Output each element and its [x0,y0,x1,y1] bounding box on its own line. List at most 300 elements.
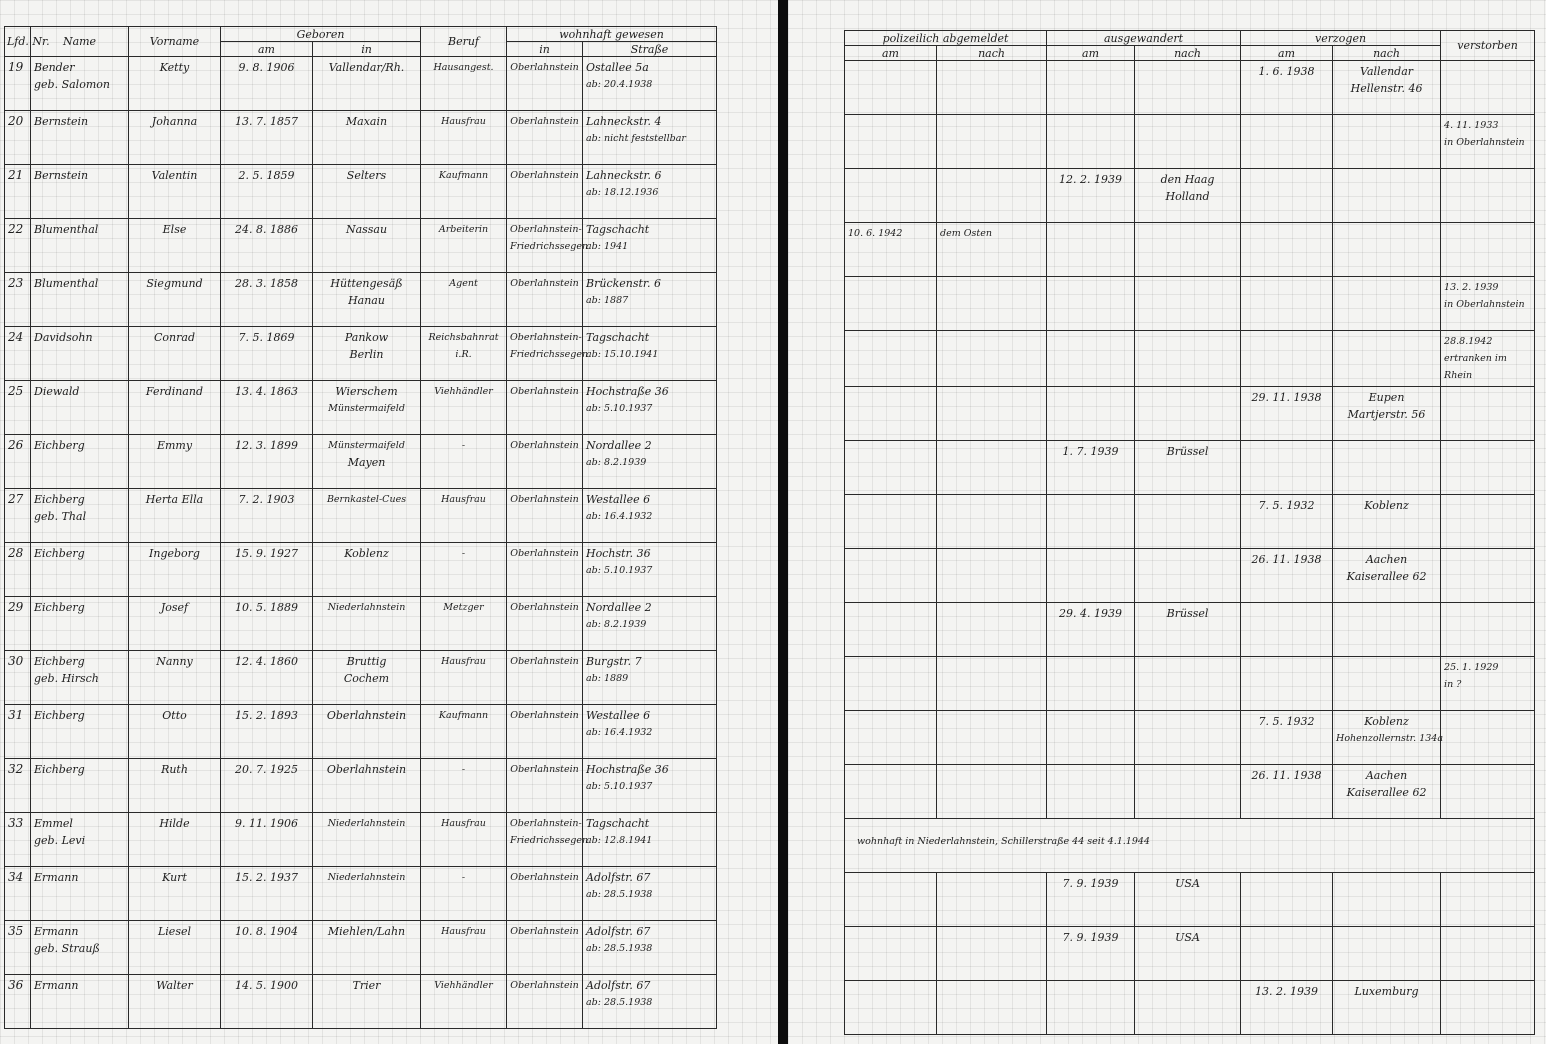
cell-geboren-in [313,543,421,597]
cell-beruf [421,273,507,327]
left-register-body [5,57,717,1029]
beruf-line: - [461,764,466,775]
cell-ausgewandert-nach [1135,765,1241,819]
verzogen-am: 7. 5. 1932 [1258,499,1315,512]
cell-vorname [129,273,221,327]
lfd-nr: 31 [8,708,24,722]
cell-geboren-am [221,489,313,543]
geboren-am: 2. 5. 1859 [238,169,295,182]
header-abgemeldet-am: am [845,46,937,61]
right-register-page [788,0,1546,1044]
verzogen-nach-line: Hellenstr. 46 [1350,82,1423,95]
table-row [845,711,1535,765]
ausgewandert-nach-line: Holland [1165,190,1210,203]
header-abgemeldet-nach: nach [937,46,1047,61]
geboren-in-line: Berlin [349,348,384,361]
verstorben-line: ertranken im [1444,353,1507,364]
cell-strasse [583,381,717,435]
name-line: geb. Hirsch [34,672,99,685]
geboren-am: 15. 2. 1893 [235,709,298,722]
ausgewandert-am: 1. 7. 1939 [1062,445,1119,458]
header-beruf: Beruf [421,27,507,57]
cell-verzogen-am [1241,927,1333,981]
cell-strasse [583,219,717,273]
table-row [845,657,1535,711]
abgemeldet-nach-line: dem Osten [940,228,992,239]
cell-vorname [129,57,221,111]
cell-wohnhaft-in [507,381,583,435]
ausgewandert-am: 7. 9. 1939 [1062,877,1119,890]
cell-ausgewandert-am [1047,169,1135,223]
cell-geboren-in [313,327,421,381]
cell-ausgewandert-nach [1135,331,1241,387]
name-line: Ermann [34,871,79,884]
table-row [5,111,717,165]
cell-geboren-in [313,381,421,435]
cell-abgemeldet-am [845,387,937,441]
geboren-am: 7. 5. 1869 [238,331,295,344]
geboren-in-line: Oberlahnstein [326,763,407,776]
cell-verstorben [1441,331,1535,387]
table-row [5,543,717,597]
cell-verzogen-am [1241,549,1333,603]
cell-beruf [421,705,507,759]
cell-geboren-am [221,651,313,705]
cell-lfd-nr [5,975,31,1029]
cell-abgemeldet-nach [937,873,1047,927]
beruf-line: Kaufmann [438,710,489,721]
name-line: Diewald [34,385,80,398]
cell-wohnhaft-in [507,705,583,759]
geboren-in-line: Bruttig [346,655,387,668]
strasse-line: Nordallee 2 [586,439,652,452]
name-line: Eichberg [34,655,85,668]
verzogen-nach-line: Martjerstr. 56 [1347,408,1426,421]
header-ausgewandert-nach: nach [1135,46,1241,61]
cell-lfd-nr [5,57,31,111]
cell-ausgewandert-am [1047,387,1135,441]
table-row [5,165,717,219]
cell-geboren-am [221,975,313,1029]
cell-abgemeldet-am [845,331,937,387]
beruf-line: Hausangest. [433,62,494,73]
name-line: geb. Strauß [34,942,100,955]
cell-name [31,381,129,435]
cell-abgemeldet-nach [937,495,1047,549]
cell-abgemeldet-nach [937,603,1047,657]
table-row [5,381,717,435]
header-abgemeldet: polizeilich abgemeldet [845,31,1047,46]
cell-ausgewandert-nach [1135,549,1241,603]
lfd-nr: 21 [8,168,24,182]
verzogen-nach-line: Luxemburg [1354,985,1419,998]
strasse-line: Ostallee 5a [586,61,649,74]
lfd-nr: 20 [8,114,24,128]
geboren-am: 13. 7. 1857 [235,115,298,128]
cell-name [31,921,129,975]
geboren-in-line: Koblenz [344,547,389,560]
book-binding [778,0,788,1044]
cell-ausgewandert-nach [1135,61,1241,115]
vorname: Walter [156,979,193,992]
vorname: Else [162,223,187,236]
cell-ausgewandert-am [1047,61,1135,115]
cell-lfd-nr [5,327,31,381]
cell-abgemeldet-am [845,441,937,495]
cell-vorname [129,489,221,543]
table-row [5,219,717,273]
cell-strasse [583,867,717,921]
cell-verzogen-am [1241,61,1333,115]
cell-wohnhaft-in [507,327,589,381]
lfd-nr: 22 [8,222,24,236]
cell-abgemeldet-nach [937,387,1047,441]
cell-abgemeldet-am [845,549,937,603]
strasse-line: ab: 5.10.1937 [586,781,653,792]
geboren-am: 9. 8. 1906 [238,61,295,74]
cell-verzogen-nach [1333,927,1441,981]
header-lfd-nr: Lfd. Nr. [5,27,31,57]
cell-ausgewandert-nach [1135,115,1241,169]
table-row [5,705,717,759]
cell-beruf [421,597,507,651]
right-register-body [845,61,1535,1035]
table-row [845,115,1535,169]
cell-beruf [421,543,507,597]
table-row [5,813,717,867]
cell-verzogen-nach [1333,981,1441,1035]
wohnhaft-in-line: Oberlahnstein [510,602,579,613]
geboren-am: 13. 4. 1863 [235,385,298,398]
cell-verzogen-am [1241,711,1333,765]
cell-geboren-in [313,273,421,327]
cell-strasse [583,597,717,651]
cell-name [31,219,129,273]
cell-wohnhaft-in [507,57,583,111]
cell-geboren-in [313,111,421,165]
name-line: Emmel [34,817,73,830]
vorname: Ketty [159,61,190,74]
vorname: Johanna [151,115,198,128]
cell-ausgewandert-nach [1135,873,1241,927]
cell-verzogen-nach [1333,169,1441,223]
cell-geboren-am [221,597,313,651]
name-line: Bernstein [34,169,89,182]
geboren-am: 14. 5. 1900 [235,979,298,992]
wohnhaft-in-line: Friedrichssegen [510,241,589,252]
vorname: Liesel [157,925,191,938]
lfd-nr: 29 [8,600,24,614]
cell-geboren-am [221,165,313,219]
geboren-in-line: Vallendar/Rh. [328,61,405,74]
name-line: geb. Thal [34,510,87,523]
cell-strasse [583,327,717,381]
verzogen-am: 7. 5. 1932 [1258,715,1315,728]
beruf-line: Metzger [443,602,484,613]
table-row [5,975,717,1029]
cell-name [31,111,129,165]
table-row [845,819,1535,873]
table-row [845,387,1535,441]
cell-verzogen-am [1241,873,1333,927]
header-geboren-am: am [221,42,313,57]
wohnhaft-in-line: Oberlahnstein- [510,818,582,829]
verstorben-line: in Oberlahnstein [1444,299,1525,310]
geboren-am: 10. 5. 1889 [235,601,298,614]
beruf-line: Hausfrau [441,926,486,937]
cell-verzogen-am [1241,657,1333,711]
cell-ausgewandert-nach [1135,169,1241,223]
beruf-line: - [461,440,466,451]
table-row [5,57,717,111]
geboren-am: 28. 3. 1858 [235,277,298,290]
wohnhaft-in-line: Oberlahnstein [510,440,579,451]
cell-wohnhaft-in [507,867,583,921]
cell-wohnhaft-in [507,543,583,597]
table-row [5,327,717,381]
cell-abgemeldet-am [845,927,937,981]
cell-abgemeldet-nach [937,657,1047,711]
header-verzogen-nach: nach [1333,46,1441,61]
cell-verzogen-am [1241,387,1333,441]
geboren-am: 20. 7. 1925 [235,763,298,776]
wohnhaft-in-line: Friedrichssegen [510,349,589,360]
verzogen-nach-line: Aachen [1365,553,1408,566]
cell-verstorben [1441,223,1535,277]
lfd-nr: 19 [8,60,24,74]
cell-geboren-in [313,489,421,543]
ausgewandert-nach-line: USA [1175,931,1200,944]
geboren-am: 24. 8. 1886 [235,223,298,236]
beruf-line: Reichsbahnrat [428,332,499,343]
table-row [845,441,1535,495]
cell-verstorben [1441,657,1535,711]
verstorben-line: in ? [1444,679,1462,690]
strasse-line: ab: 20.4.1938 [586,79,653,90]
cell-abgemeldet-am [845,981,937,1035]
beruf-line: Hausfrau [441,656,486,667]
geboren-in-line: Hüttengesäß [330,277,403,290]
cell-strasse [583,975,717,1029]
cell-geboren-in [313,813,421,867]
beruf-line: - [461,548,466,559]
geboren-am: 10. 8. 1904 [235,925,298,938]
cell-vorname [129,921,221,975]
cell-verzogen-am [1241,441,1333,495]
cell-abgemeldet-am [845,657,937,711]
cell-wohnhaft-in [507,435,583,489]
cell-ausgewandert-am [1047,115,1135,169]
strasse-line: ab: nicht feststellbar [586,133,686,144]
strasse-line: ab: 16.4.1932 [586,511,653,522]
cell-name [31,543,129,597]
cell-lfd-nr [5,867,31,921]
cell-vorname [129,597,221,651]
cell-ausgewandert-am [1047,495,1135,549]
strasse-line: Lahneckstr. 6 [586,169,662,182]
geboren-in-line: Oberlahnstein [326,709,407,722]
wohnhaft-in-line: Oberlahnstein [510,386,579,397]
table-row [845,765,1535,819]
geboren-am: 15. 9. 1927 [235,547,298,560]
cell-lfd-nr [5,489,31,543]
table-row [845,61,1535,115]
cell-name [31,705,129,759]
cell-verzogen-am [1241,331,1333,387]
name-line: Eichberg [34,547,85,560]
verzogen-nach-line: Vallendar [1360,65,1414,78]
table-row [5,273,717,327]
verstorben-line: 13. 2. 1939 [1444,282,1499,293]
cell-lfd-nr [5,597,31,651]
table-row [845,927,1535,981]
cell-verzogen-nach [1333,873,1441,927]
strasse-line: ab: 28.5.1938 [586,943,653,954]
cell-vorname [129,543,221,597]
cell-beruf [421,489,507,543]
cell-ausgewandert-am [1047,603,1135,657]
beruf-line: Hausfrau [441,818,486,829]
ausgewandert-am: 29. 4. 1939 [1059,607,1122,620]
name-line: Eichberg [34,601,85,614]
beruf-line: - [461,872,466,883]
cell-verzogen-nach [1333,115,1441,169]
cell-beruf [421,327,507,381]
cell-strasse [583,435,717,489]
cell-verstorben [1441,711,1535,765]
verstorben-line: 4. 11. 1933 [1444,120,1499,131]
verzogen-am: 29. 11. 1938 [1251,391,1322,404]
geboren-in-line: Pankow [344,331,389,344]
strasse-line: ab: 1941 [586,241,629,252]
cell-name [31,813,129,867]
strasse-line: ab: 5.10.1937 [586,565,653,576]
header-name: Name [31,27,129,57]
cell-verstorben [1441,873,1535,927]
cell-ausgewandert-nach [1135,387,1241,441]
cell-ausgewandert-am [1047,223,1135,277]
cell-verzogen-nach [1333,331,1441,387]
cell-abgemeldet-am [845,765,937,819]
table-row [5,597,717,651]
cell-ausgewandert-nach [1135,603,1241,657]
cell-abgemeldet-am [845,115,937,169]
geboren-in-line: Maxain [345,115,388,128]
cell-geboren-am [221,381,313,435]
cell-lfd-nr [5,813,31,867]
cell-ausgewandert-am [1047,331,1135,387]
strasse-line: Adolfstr. 67 [586,871,651,884]
cell-verstorben [1441,981,1535,1035]
verzogen-nach-line: Koblenz [1364,499,1409,512]
table-row [845,331,1535,387]
cell-name [31,435,129,489]
verzogen-nach-line: Kaiserallee 62 [1346,570,1427,583]
cell-lfd-nr [5,651,31,705]
cell-verzogen-nach [1333,657,1441,711]
cell-wohnhaft-in [507,597,583,651]
header-vorname: Vorname [129,27,221,57]
vorname: Nanny [156,655,193,668]
geboren-in-line: Niederlahnstein [327,602,406,613]
cell-geboren-am [221,273,313,327]
header-ausgewandert: ausgewandert [1047,31,1241,46]
cell-lfd-nr [5,273,31,327]
wohnhaft-in-line: Oberlahnstein [510,62,579,73]
cell-verstorben [1441,387,1535,441]
cell-strasse [583,705,717,759]
cell-beruf [421,111,507,165]
geboren-in-line: Münstermaifeld [328,403,405,414]
wohnhaft-in-line: Oberlahnstein [510,980,579,991]
cell-verzogen-nach [1333,61,1441,115]
table-row [845,277,1535,331]
verzogen-nach-line: Kaiserallee 62 [1346,786,1427,799]
strasse-line: ab: 12.8.1941 [586,835,653,846]
verzogen-nach-line: Eupen [1368,391,1405,404]
name-line: Blumenthal [34,223,99,236]
strasse-line: ab: 16.4.1932 [586,727,653,738]
cell-strasse [583,921,717,975]
residence-note: wohnhaft in Niederlahnstein, Schillerstraße 44 seit 4.1.1944 [857,836,1150,847]
vorname: Valentin [151,169,198,182]
verstorben-line: 25. 1. 1929 [1444,662,1499,673]
table-row [5,489,717,543]
lfd-nr: 28 [8,546,24,560]
cell-vorname [129,381,221,435]
cell-wohnhaft-in [507,813,589,867]
table-row [5,867,717,921]
strasse-line: Westallee 6 [586,709,651,722]
ausgewandert-nach-line: Brüssel [1166,607,1209,620]
table-row [845,603,1535,657]
cell-wohnhaft-in [507,273,583,327]
ausgewandert-am: 7. 9. 1939 [1062,931,1119,944]
name-line: Bernstein [34,115,89,128]
vorname: Ingeborg [149,547,200,560]
cell-abgemeldet-nach [937,549,1047,603]
cell-verstorben [1441,115,1535,169]
cell-abgemeldet-am [845,277,937,331]
name-line: Blumenthal [34,277,99,290]
cell-abgemeldet-am [845,603,937,657]
cell-verzogen-am [1241,277,1333,331]
cell-name [31,165,129,219]
cell-lfd-nr [5,381,31,435]
cell-geboren-in [313,651,421,705]
ausgewandert-nach-line: Brüssel [1166,445,1209,458]
ausgewandert-am: 12. 2. 1939 [1059,173,1122,186]
cell-note [845,819,1535,873]
cell-ausgewandert-am [1047,549,1135,603]
cell-ausgewandert-nach [1135,223,1241,277]
wohnhaft-in-line: Friedrichssegen [510,835,589,846]
cell-geboren-in [313,219,421,273]
strasse-line: ab: 18.12.1936 [586,187,659,198]
cell-geboren-am [221,867,313,921]
cell-lfd-nr [5,759,31,813]
cell-lfd-nr [5,705,31,759]
geboren-in-line: Miehlen/Lahn [327,925,406,938]
strasse-line: ab: 5.10.1937 [586,403,653,414]
verzogen-nach-line: Hohenzollernstr. 134a [1336,733,1444,744]
name-line: Eichberg [34,763,85,776]
cell-abgemeldet-nach [937,927,1047,981]
cell-vorname [129,111,221,165]
strasse-line: ab: 28.5.1938 [586,997,653,1008]
name-line: Bender [34,61,75,74]
vorname: Siegmund [146,277,203,290]
